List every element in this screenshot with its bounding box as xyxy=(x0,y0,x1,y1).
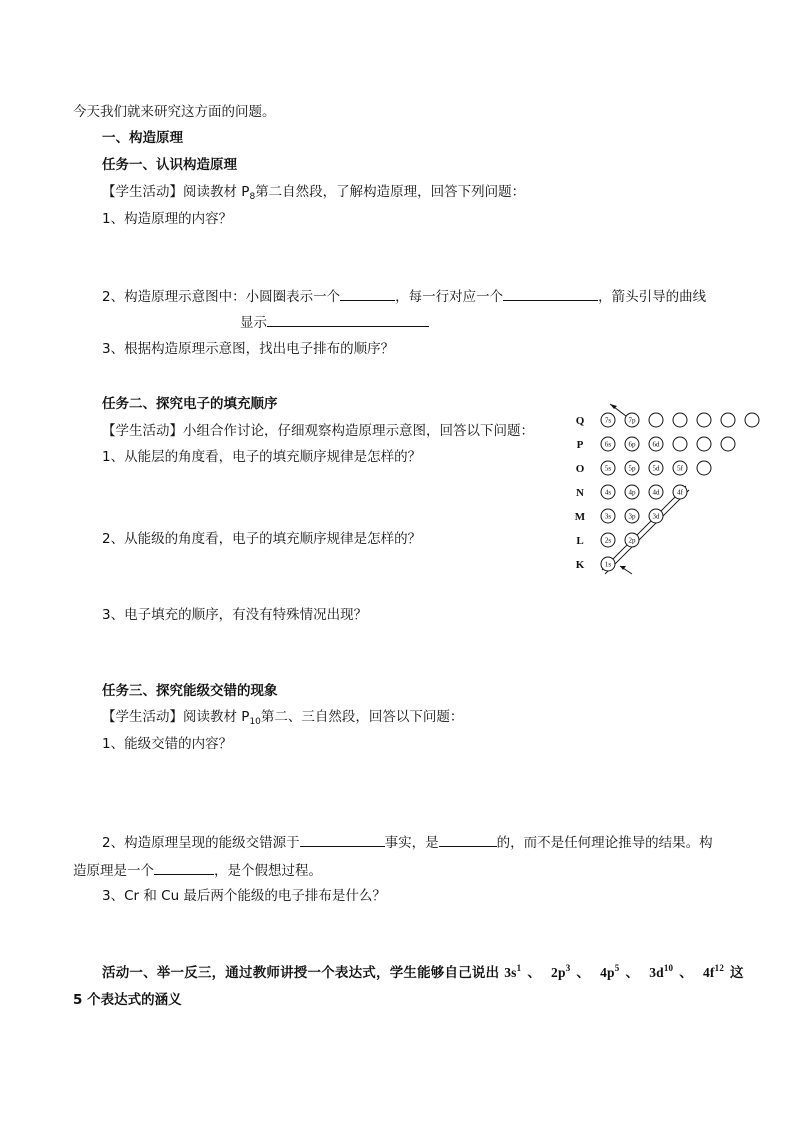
fill-blank[interactable] xyxy=(503,286,598,301)
orbital-circle xyxy=(697,461,711,475)
question-text: 2、构造原理示意图中：小圆圈表示一个 xyxy=(102,289,341,305)
orbital-label: 2p xyxy=(628,536,636,545)
task2-question-3: 3、电子填充的顺序，有没有特殊情况出现？ xyxy=(102,607,368,623)
activity-text: 这 xyxy=(730,965,744,981)
question-text: 的，而不是任何理论推导的结果。构 xyxy=(496,835,713,851)
expression-exponent: 5 xyxy=(614,963,620,973)
expression-base: 4p xyxy=(600,965,615,980)
task3-question-1: 1、能级交错的内容？ xyxy=(102,736,233,752)
page-number: 8 xyxy=(249,192,256,202)
separator: 、 xyxy=(527,965,542,980)
filling-order-line xyxy=(602,486,689,574)
expression-base: 3s xyxy=(504,965,517,980)
separator: 、 xyxy=(625,965,640,980)
question-text: 造原理是一个 xyxy=(73,863,154,879)
orbital-label: 6d xyxy=(652,440,660,449)
task3-question-2 xyxy=(102,832,713,852)
orbital-label: 7p xyxy=(628,416,636,425)
question-text: ，箭头引导的曲线 xyxy=(598,289,707,305)
task2-question-2: 2、从能级的角度看，电子的填充顺序规律是怎样的？ xyxy=(102,531,422,547)
expression-exponent: 10 xyxy=(663,963,674,973)
aufbau-principle-diagram xyxy=(570,398,770,583)
fill-blank[interactable] xyxy=(439,832,497,847)
task1-question-2 xyxy=(102,286,706,306)
orbital-label: 4f xyxy=(677,488,683,497)
expression-exponent: 3 xyxy=(565,963,571,973)
orbital-label: 4s xyxy=(604,488,612,497)
shell-label: K xyxy=(575,559,585,571)
shell-label: L xyxy=(576,535,584,547)
question-text: 事实，是 xyxy=(384,835,439,851)
expression-base: 2p xyxy=(551,965,566,980)
fill-blank[interactable] xyxy=(267,312,429,327)
orbital-label: 3s xyxy=(604,512,612,521)
orbital-label: 6s xyxy=(604,440,612,449)
orbital-label: 3d xyxy=(652,512,660,521)
orbital-label: 4p xyxy=(628,488,636,497)
task1-title: 任务一、认识构造原理 xyxy=(102,157,237,173)
task3-activity xyxy=(102,708,463,726)
activity-text: 第二自然段，了解构造原理，回答下列问题： xyxy=(255,184,526,200)
orbital-label: 1s xyxy=(604,560,612,569)
activity1-text-cont: 5 个表达式的涵义 xyxy=(73,992,182,1008)
expression xyxy=(551,965,570,980)
orbital-label: 2s xyxy=(604,536,612,545)
task1-question-1: 1、构造原理的内容？ xyxy=(102,211,233,227)
question-text: ，是个假想过程。 xyxy=(214,863,322,879)
orbital-circle xyxy=(673,413,687,427)
question-text: 显示 xyxy=(240,315,267,331)
orbital-label: 3p xyxy=(628,512,636,521)
shell-label: P xyxy=(576,439,584,451)
shell-label: O xyxy=(575,463,585,475)
activity-text: 第二、三自然段，回答以下问题： xyxy=(260,709,464,725)
orbital-label: 4d xyxy=(652,488,660,497)
orbital-circle xyxy=(721,437,735,451)
fill-blank[interactable] xyxy=(300,832,385,847)
orbital-label: 5d xyxy=(652,464,660,473)
expression-exponent: 1 xyxy=(516,963,522,973)
activity-text: 活动一、举一反三，通过教师讲授一个表达式，学生能够自己说出 xyxy=(102,965,500,981)
task3-question-3: 3、Cr 和 Cu 最后两个能级的电子排布是什么？ xyxy=(102,888,386,904)
orbital-label: 5s xyxy=(604,464,612,473)
task1-question-3: 3、根据构造原理示意图，找出电子排布的顺序？ xyxy=(102,341,395,357)
orbital-circle xyxy=(697,413,711,427)
filling-order-curve xyxy=(602,486,689,574)
page-number: 10 xyxy=(249,717,261,727)
question-text: ，每一行对应一个 xyxy=(395,289,504,305)
activity-tag: 【学生活动】 xyxy=(102,423,183,439)
intro-text: 今天我们就来研究这方面的问题。 xyxy=(73,104,276,120)
task1-question-2-cont xyxy=(240,312,429,332)
shell-label: Q xyxy=(575,415,585,427)
orbital-circle xyxy=(649,413,663,427)
task2-question-1: 1、从能层的角度看，电子的填充顺序规律是怎样的？ xyxy=(102,449,422,465)
activity-tag: 【学生活动】 xyxy=(102,709,183,725)
activity1-text xyxy=(102,964,744,982)
expression xyxy=(504,965,521,980)
expression-base: 4f xyxy=(702,965,715,980)
separator: 、 xyxy=(576,965,591,980)
task2-activity xyxy=(102,422,534,440)
shell-label: N xyxy=(576,487,584,499)
orbital-circle xyxy=(721,413,735,427)
task1-activity xyxy=(102,183,525,201)
orbital-label: 5f xyxy=(677,464,683,473)
fill-blank[interactable] xyxy=(154,860,214,875)
expression xyxy=(703,965,724,980)
orbital-label: 7s xyxy=(604,416,612,425)
expression xyxy=(649,965,673,980)
expression-exponent: 12 xyxy=(714,963,725,973)
section-title: 一、构造原理 xyxy=(102,130,183,146)
fill-blank[interactable] xyxy=(340,286,395,301)
activity-text: 小组合作讨论，仔细观察构造原理示意图，回答以下问题： xyxy=(183,423,534,439)
activity-tag: 【学生活动】 xyxy=(102,184,183,200)
orbital-label: 5p xyxy=(628,464,636,473)
orbital-circle xyxy=(673,437,687,451)
expression xyxy=(600,965,619,980)
expression-list xyxy=(504,965,730,980)
activity-text: 阅读教材 P xyxy=(183,184,250,200)
task3-title: 任务三、探究能级交错的现象 xyxy=(102,683,278,699)
orbital-circle xyxy=(745,413,759,427)
task3-question-2-cont xyxy=(73,860,322,880)
task2-title: 任务二、探究电子的填充顺序 xyxy=(102,396,278,412)
separator: 、 xyxy=(679,965,693,980)
question-text: 2、构造原理呈现的能级交错源于 xyxy=(102,835,300,851)
orbital-label: 6p xyxy=(628,440,636,449)
expression-base: 3d xyxy=(649,965,664,980)
activity-text: 阅读教材 P xyxy=(183,709,250,725)
orbital-circle xyxy=(697,437,711,451)
shell-label: M xyxy=(574,511,586,523)
